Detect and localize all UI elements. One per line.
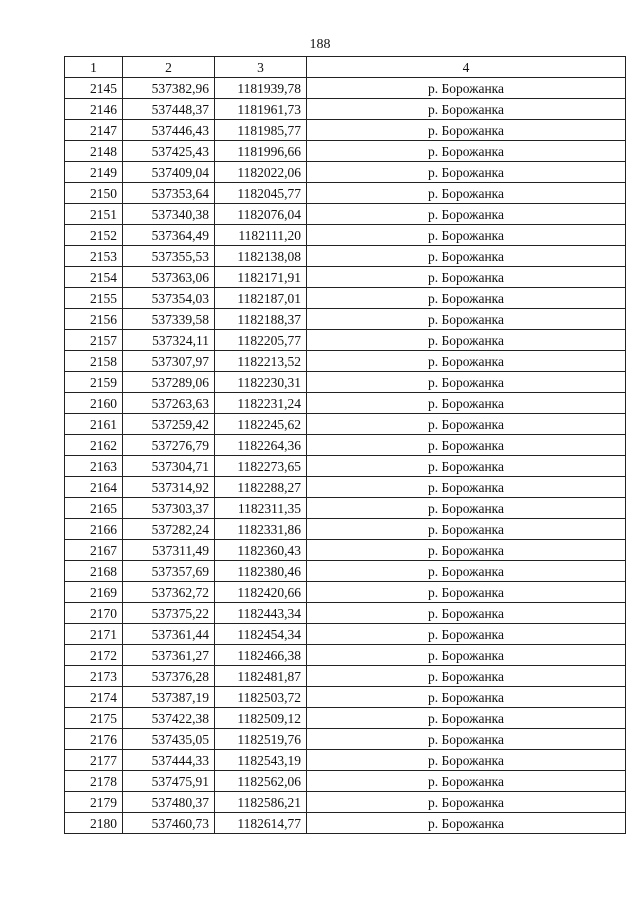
x-coordinate-cell: 537376,28 bbox=[123, 666, 215, 687]
y-coordinate-cell: 1182503,72 bbox=[215, 687, 307, 708]
x-coordinate-cell: 537375,22 bbox=[123, 603, 215, 624]
table-row bbox=[65, 687, 626, 708]
x-coordinate-cell: 537303,37 bbox=[123, 498, 215, 519]
description-cell: р. Борожанка bbox=[307, 162, 626, 183]
description-cell: р. Борожанка bbox=[307, 120, 626, 141]
x-coordinate-cell: 537460,73 bbox=[123, 813, 215, 834]
x-coordinate-cell: 537409,04 bbox=[123, 162, 215, 183]
point-number-cell: 2149 bbox=[65, 162, 123, 183]
point-number-cell: 2145 bbox=[65, 78, 123, 99]
table-row bbox=[65, 624, 626, 645]
table-row bbox=[65, 729, 626, 750]
table-row bbox=[65, 435, 626, 456]
table-row bbox=[65, 393, 626, 414]
point-number-cell: 2172 bbox=[65, 645, 123, 666]
y-coordinate-cell: 1182045,77 bbox=[215, 183, 307, 204]
description-cell: р. Борожанка bbox=[307, 708, 626, 729]
column-header-3: 3 bbox=[215, 57, 307, 78]
description-cell: р. Борожанка bbox=[307, 540, 626, 561]
point-number-cell: 2176 bbox=[65, 729, 123, 750]
y-coordinate-cell: 1182543,19 bbox=[215, 750, 307, 771]
table-row bbox=[65, 456, 626, 477]
point-number-cell: 2171 bbox=[65, 624, 123, 645]
description-cell: р. Борожанка bbox=[307, 666, 626, 687]
point-number-cell: 2175 bbox=[65, 708, 123, 729]
table-row bbox=[65, 141, 626, 162]
description-cell: р. Борожанка bbox=[307, 204, 626, 225]
x-coordinate-cell: 537339,58 bbox=[123, 309, 215, 330]
x-coordinate-cell: 537263,63 bbox=[123, 393, 215, 414]
point-number-cell: 2159 bbox=[65, 372, 123, 393]
table-row bbox=[65, 666, 626, 687]
table-row bbox=[65, 540, 626, 561]
description-cell: р. Борожанка bbox=[307, 813, 626, 834]
point-number-cell: 2155 bbox=[65, 288, 123, 309]
description-cell: р. Борожанка bbox=[307, 288, 626, 309]
point-number-cell: 2168 bbox=[65, 561, 123, 582]
y-coordinate-cell: 1182360,43 bbox=[215, 540, 307, 561]
column-header-2: 2 bbox=[123, 57, 215, 78]
description-cell: р. Борожанка bbox=[307, 750, 626, 771]
x-coordinate-cell: 537276,79 bbox=[123, 435, 215, 456]
description-cell: р. Борожанка bbox=[307, 309, 626, 330]
point-number-cell: 2170 bbox=[65, 603, 123, 624]
description-cell: р. Борожанка bbox=[307, 645, 626, 666]
y-coordinate-cell: 1182586,21 bbox=[215, 792, 307, 813]
x-coordinate-cell: 537353,64 bbox=[123, 183, 215, 204]
y-coordinate-cell: 1181985,77 bbox=[215, 120, 307, 141]
x-coordinate-cell: 537304,71 bbox=[123, 456, 215, 477]
point-number-cell: 2152 bbox=[65, 225, 123, 246]
point-number-cell: 2165 bbox=[65, 498, 123, 519]
x-coordinate-cell: 537311,49 bbox=[123, 540, 215, 561]
table-row bbox=[65, 792, 626, 813]
table-row bbox=[65, 372, 626, 393]
y-coordinate-cell: 1182443,34 bbox=[215, 603, 307, 624]
y-coordinate-cell: 1182138,08 bbox=[215, 246, 307, 267]
table-row bbox=[65, 645, 626, 666]
table-row bbox=[65, 813, 626, 834]
table-body bbox=[65, 78, 626, 834]
page-number: 188 bbox=[309, 37, 331, 52]
table-row bbox=[65, 519, 626, 540]
point-number-cell: 2167 bbox=[65, 540, 123, 561]
description-cell: р. Борожанка bbox=[307, 372, 626, 393]
y-coordinate-cell: 1182171,91 bbox=[215, 267, 307, 288]
description-cell: р. Борожанка bbox=[307, 729, 626, 750]
description-cell: р. Борожанка bbox=[307, 498, 626, 519]
y-coordinate-cell: 1182481,87 bbox=[215, 666, 307, 687]
y-coordinate-cell: 1182205,77 bbox=[215, 330, 307, 351]
point-number-cell: 2173 bbox=[65, 666, 123, 687]
y-coordinate-cell: 1182331,86 bbox=[215, 519, 307, 540]
point-number-cell: 2177 bbox=[65, 750, 123, 771]
y-coordinate-cell: 1182288,27 bbox=[215, 477, 307, 498]
point-number-cell: 2157 bbox=[65, 330, 123, 351]
description-cell: р. Борожанка bbox=[307, 792, 626, 813]
table-row bbox=[65, 351, 626, 372]
description-cell: р. Борожанка bbox=[307, 435, 626, 456]
point-number-cell: 2178 bbox=[65, 771, 123, 792]
description-cell: р. Борожанка bbox=[307, 393, 626, 414]
description-cell: р. Борожанка bbox=[307, 183, 626, 204]
x-coordinate-cell: 537314,92 bbox=[123, 477, 215, 498]
table-row bbox=[65, 204, 626, 225]
description-cell: р. Борожанка bbox=[307, 351, 626, 372]
x-coordinate-cell: 537357,69 bbox=[123, 561, 215, 582]
table-row bbox=[65, 414, 626, 435]
x-coordinate-cell: 537324,11 bbox=[123, 330, 215, 351]
point-number-cell: 2153 bbox=[65, 246, 123, 267]
y-coordinate-cell: 1182231,24 bbox=[215, 393, 307, 414]
x-coordinate-cell: 537364,49 bbox=[123, 225, 215, 246]
description-cell: р. Борожанка bbox=[307, 771, 626, 792]
y-coordinate-cell: 1181961,73 bbox=[215, 99, 307, 120]
point-number-cell: 2163 bbox=[65, 456, 123, 477]
description-cell: р. Борожанка bbox=[307, 603, 626, 624]
y-coordinate-cell: 1182454,34 bbox=[215, 624, 307, 645]
table-row bbox=[65, 603, 626, 624]
y-coordinate-cell: 1181939,78 bbox=[215, 78, 307, 99]
x-coordinate-cell: 537425,43 bbox=[123, 141, 215, 162]
y-coordinate-cell: 1182264,36 bbox=[215, 435, 307, 456]
description-cell: р. Борожанка bbox=[307, 477, 626, 498]
x-coordinate-cell: 537340,38 bbox=[123, 204, 215, 225]
x-coordinate-cell: 537480,37 bbox=[123, 792, 215, 813]
table-row bbox=[65, 477, 626, 498]
y-coordinate-cell: 1182213,52 bbox=[215, 351, 307, 372]
y-coordinate-cell: 1182187,01 bbox=[215, 288, 307, 309]
y-coordinate-cell: 1182273,65 bbox=[215, 456, 307, 477]
x-coordinate-cell: 537382,96 bbox=[123, 78, 215, 99]
table-row bbox=[65, 750, 626, 771]
point-number-cell: 2174 bbox=[65, 687, 123, 708]
x-coordinate-cell: 537362,72 bbox=[123, 582, 215, 603]
y-coordinate-cell: 1182420,66 bbox=[215, 582, 307, 603]
table-row bbox=[65, 99, 626, 120]
description-cell: р. Борожанка bbox=[307, 414, 626, 435]
table-row bbox=[65, 120, 626, 141]
column-header-1: 1 bbox=[65, 57, 123, 78]
description-cell: р. Борожанка bbox=[307, 99, 626, 120]
x-coordinate-cell: 537282,24 bbox=[123, 519, 215, 540]
table-row bbox=[65, 582, 626, 603]
y-coordinate-cell: 1182111,20 bbox=[215, 225, 307, 246]
table-row bbox=[65, 708, 626, 729]
y-coordinate-cell: 1182311,35 bbox=[215, 498, 307, 519]
description-cell: р. Борожанка bbox=[307, 246, 626, 267]
x-coordinate-cell: 537387,19 bbox=[123, 687, 215, 708]
x-coordinate-cell: 537444,33 bbox=[123, 750, 215, 771]
point-number-cell: 2166 bbox=[65, 519, 123, 540]
x-coordinate-cell: 537361,44 bbox=[123, 624, 215, 645]
description-cell: р. Борожанка bbox=[307, 519, 626, 540]
description-cell: р. Борожанка bbox=[307, 624, 626, 645]
point-number-cell: 2162 bbox=[65, 435, 123, 456]
point-number-cell: 2179 bbox=[65, 792, 123, 813]
x-coordinate-cell: 537259,42 bbox=[123, 414, 215, 435]
y-coordinate-cell: 1182188,37 bbox=[215, 309, 307, 330]
x-coordinate-cell: 537363,06 bbox=[123, 267, 215, 288]
y-coordinate-cell: 1182245,62 bbox=[215, 414, 307, 435]
table-header-row bbox=[65, 57, 626, 78]
table-row bbox=[65, 267, 626, 288]
description-cell: р. Борожанка bbox=[307, 78, 626, 99]
table-row bbox=[65, 183, 626, 204]
y-coordinate-cell: 1182509,12 bbox=[215, 708, 307, 729]
x-coordinate-cell: 537448,37 bbox=[123, 99, 215, 120]
point-number-cell: 2180 bbox=[65, 813, 123, 834]
x-coordinate-cell: 537355,53 bbox=[123, 246, 215, 267]
point-number-cell: 2147 bbox=[65, 120, 123, 141]
description-cell: р. Борожанка bbox=[307, 330, 626, 351]
x-coordinate-cell: 537446,43 bbox=[123, 120, 215, 141]
point-number-cell: 2151 bbox=[65, 204, 123, 225]
description-cell: р. Борожанка bbox=[307, 561, 626, 582]
x-coordinate-cell: 537289,06 bbox=[123, 372, 215, 393]
point-number-cell: 2154 bbox=[65, 267, 123, 288]
y-coordinate-cell: 1182562,06 bbox=[215, 771, 307, 792]
column-header-4: 4 bbox=[307, 57, 626, 78]
description-cell: р. Борожанка bbox=[307, 582, 626, 603]
description-cell: р. Борожанка bbox=[307, 141, 626, 162]
coordinates-table bbox=[64, 56, 626, 834]
table-row bbox=[65, 225, 626, 246]
table-row bbox=[65, 498, 626, 519]
point-number-cell: 2156 bbox=[65, 309, 123, 330]
table-row bbox=[65, 330, 626, 351]
y-coordinate-cell: 1182614,77 bbox=[215, 813, 307, 834]
point-number-cell: 2161 bbox=[65, 414, 123, 435]
point-number-cell: 2146 bbox=[65, 99, 123, 120]
x-coordinate-cell: 537361,27 bbox=[123, 645, 215, 666]
y-coordinate-cell: 1182076,04 bbox=[215, 204, 307, 225]
table-row bbox=[65, 246, 626, 267]
y-coordinate-cell: 1182230,31 bbox=[215, 372, 307, 393]
x-coordinate-cell: 537435,05 bbox=[123, 729, 215, 750]
y-coordinate-cell: 1181996,66 bbox=[215, 141, 307, 162]
description-cell: р. Борожанка bbox=[307, 687, 626, 708]
point-number-cell: 2164 bbox=[65, 477, 123, 498]
table-row bbox=[65, 561, 626, 582]
x-coordinate-cell: 537422,38 bbox=[123, 708, 215, 729]
point-number-cell: 2169 bbox=[65, 582, 123, 603]
table-row bbox=[65, 288, 626, 309]
y-coordinate-cell: 1182466,38 bbox=[215, 645, 307, 666]
point-number-cell: 2158 bbox=[65, 351, 123, 372]
table-row bbox=[65, 309, 626, 330]
y-coordinate-cell: 1182022,06 bbox=[215, 162, 307, 183]
description-cell: р. Борожанка bbox=[307, 225, 626, 246]
x-coordinate-cell: 537307,97 bbox=[123, 351, 215, 372]
table-row bbox=[65, 162, 626, 183]
table-row bbox=[65, 771, 626, 792]
y-coordinate-cell: 1182380,46 bbox=[215, 561, 307, 582]
description-cell: р. Борожанка bbox=[307, 456, 626, 477]
point-number-cell: 2150 bbox=[65, 183, 123, 204]
table-row bbox=[65, 78, 626, 99]
x-coordinate-cell: 537354,03 bbox=[123, 288, 215, 309]
x-coordinate-cell: 537475,91 bbox=[123, 771, 215, 792]
description-cell: р. Борожанка bbox=[307, 267, 626, 288]
y-coordinate-cell: 1182519,76 bbox=[215, 729, 307, 750]
point-number-cell: 2160 bbox=[65, 393, 123, 414]
point-number-cell: 2148 bbox=[65, 141, 123, 162]
